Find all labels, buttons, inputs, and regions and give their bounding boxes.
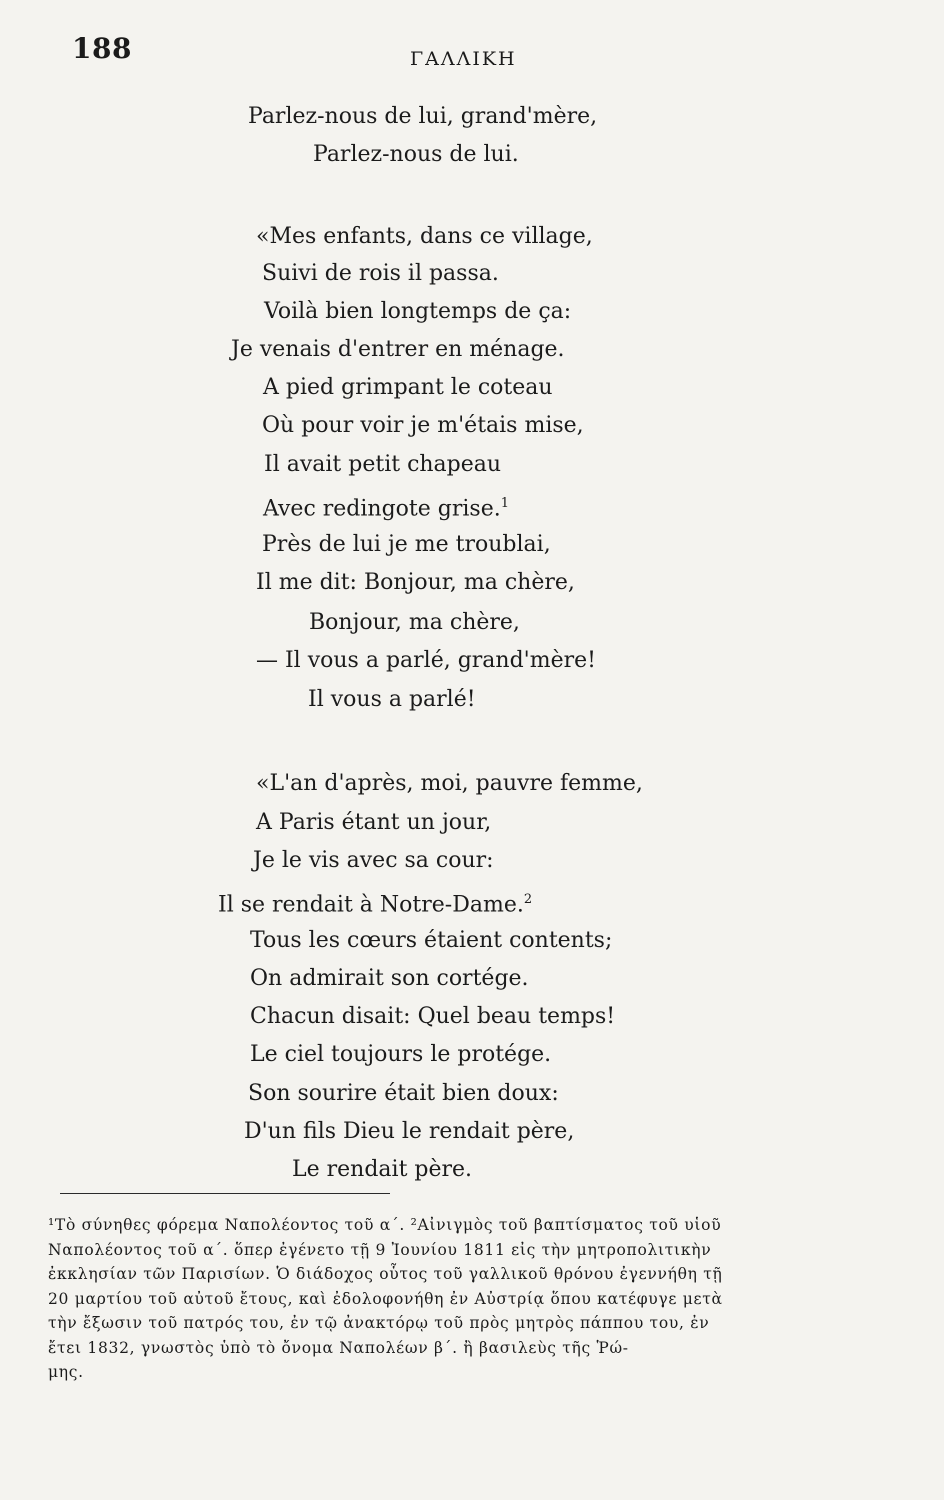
footnote-line: ἔτει 1832, γνωστὸς ὑπὸ τὸ ὄνομα Ναπολέων β΄. ἢ βασιλεὺς τῆς Ῥώ- [48, 1338, 629, 1357]
poem-line: Voilà bien longtemps de ça: [264, 299, 572, 324]
poem-line [263, 490, 509, 523]
footnote-line: μης. [48, 1363, 84, 1381]
poem-line: Bonjour, ma chère, [309, 610, 520, 635]
footnote-divider [60, 1193, 390, 1194]
footnote-marker: 2 [523, 892, 533, 907]
poem-line: D'un fils Dieu le rendait père, [244, 1119, 575, 1144]
poem-line: Le ciel toujours le protége. [250, 1042, 552, 1067]
poem-line: — Il vous a parlé, grand'mère! [256, 648, 596, 673]
poem-line: Parlez-nous de lui. [313, 142, 519, 167]
poem-line-text: Avec redingote grise. [263, 496, 501, 522]
poem-line: Le rendait père. [292, 1157, 473, 1182]
poem-line: Il avait petit chapeau [264, 452, 502, 477]
poem-line: Tous les cœurs étaient contents; [250, 928, 613, 953]
poem-line: Où pour voir je m'étais mise, [262, 413, 584, 438]
footnote-line: 20 μαρτίου τοῦ αὐτοῦ ἔτους, καὶ ἐδολοφονήθη ἐν Αὐστρίᾳ ὅπου κατέφυγε μετὰ [48, 1289, 723, 1308]
poem-line: Il me dit: Bonjour, ma chère, [256, 570, 575, 595]
footnote-marker: 1 [500, 496, 509, 511]
poem-line: A pied grimpant le coteau [263, 375, 553, 400]
poem-line: «Mes enfants, dans ce village, [256, 224, 593, 249]
footnotes [48, 1213, 808, 1385]
poem-line: A Paris étant un jour, [256, 810, 492, 835]
footnote-line: ¹Τὸ σύνηθες φόρεμα Ναπολέοντος τοῦ α΄. ²Αἰνιγμὸς τοῦ βαπτίσματος τοῦ υἱοῦ [48, 1216, 722, 1234]
footnote-line: τὴν ἔξωσιν τοῦ πατρός του, ἐν τῷ ἀνακτόρῳ τοῦ πρὸς μητρὸς πάππου του, ἐν [48, 1314, 710, 1332]
poem-line: Je venais d'entrer en ménage. [231, 337, 565, 362]
poem-line: Près de lui je me troublai, [262, 532, 551, 557]
poem-line: Il vous a parlé! [308, 687, 476, 712]
running-title: ΓΑΛΛΙΚΗ [410, 48, 517, 70]
poem-line-text: Il se rendait à Notre-Dame. [218, 892, 524, 918]
poem-line: Suivi de rois il passa. [262, 261, 499, 286]
poem-line: Son sourire était bien doux: [248, 1081, 559, 1106]
poem-line: On admirait son cortége. [250, 966, 529, 991]
footnote-line: Ναπολέοντος τοῦ α΄. ὅπερ ἐγένετο τῇ 9 Ἰουνίου 1811 εἰς τὴν μητροπολιτικὴν [48, 1240, 712, 1259]
poem-line: Parlez-nous de lui, grand'mère, [248, 104, 598, 129]
poem-line [218, 886, 532, 919]
page-number: 188 [72, 32, 132, 65]
footnote-line: ἐκκλησίαν τῶν Παρισίων. Ὁ διάδοχος οὗτος τοῦ γαλλικοῦ θρόνου ἐγεννήθη τῇ [48, 1265, 723, 1283]
poem-line: «L'an d'après, moi, pauvre femme, [256, 771, 643, 796]
poem-line: Chacun disait: Quel beau temps! [250, 1004, 616, 1029]
poem-line: Je le vis avec sa cour: [253, 848, 494, 873]
